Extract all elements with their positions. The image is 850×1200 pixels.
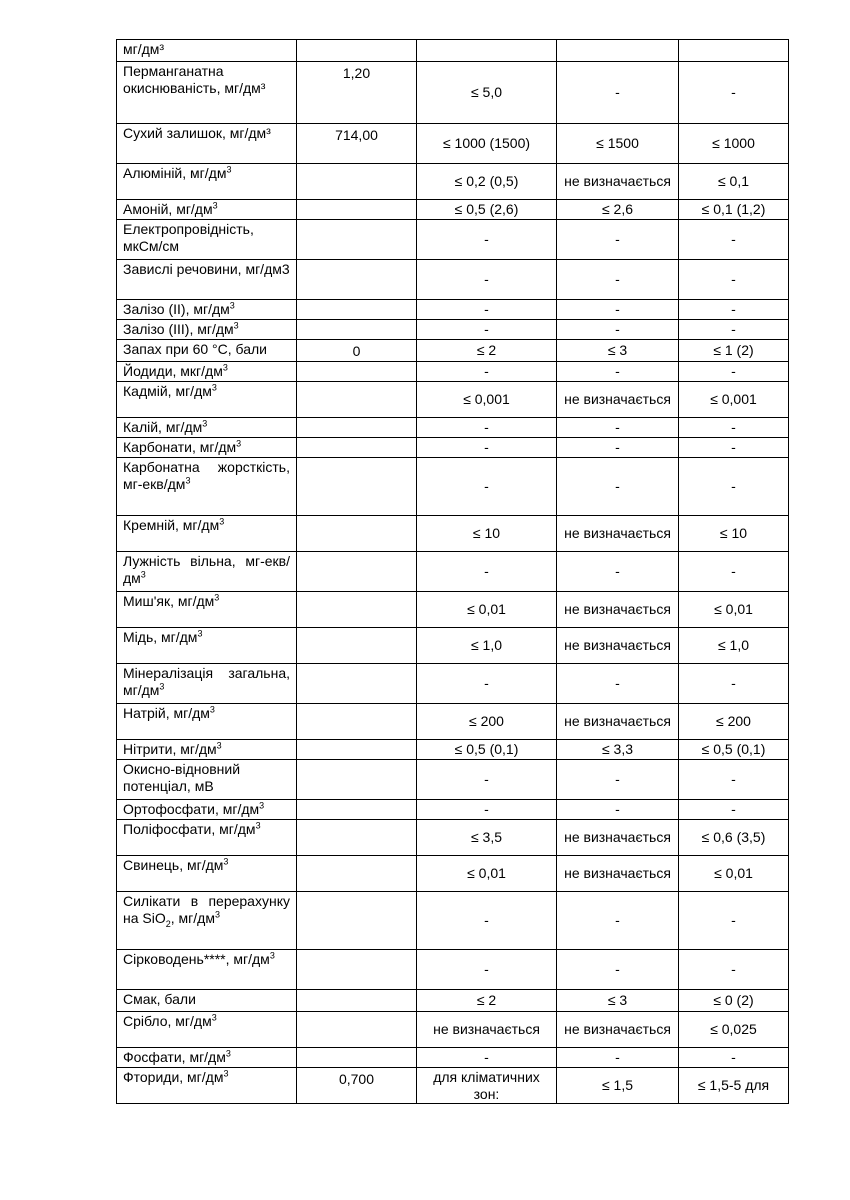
table-row bbox=[117, 856, 789, 892]
indicator-name: Нітрити, $мг/дм^3$ bbox=[117, 740, 297, 760]
norm-value-1: ≤ 3,5 bbox=[417, 820, 557, 856]
norm-value-2: - bbox=[557, 950, 679, 990]
measured-value bbox=[297, 418, 417, 438]
indicator-name: Запах при 60 °С, бали bbox=[117, 340, 297, 362]
norm-value-3: - bbox=[679, 892, 789, 950]
norm-value-3: ≤ 0,01 bbox=[679, 592, 789, 628]
norm-value-2: ≤ 3 bbox=[557, 340, 679, 362]
table-row bbox=[117, 340, 789, 362]
measured-value bbox=[297, 200, 417, 220]
norm-value-1: - bbox=[417, 892, 557, 950]
indicator-name: Натрій, $мг/дм^3$ bbox=[117, 704, 297, 740]
measured-value: 1,20 bbox=[297, 62, 417, 124]
norm-value-1: ≤ 0,01 bbox=[417, 592, 557, 628]
norm-value-3: ≤ 1,5-5 для bbox=[679, 1068, 789, 1104]
norm-value-3: ≤ 0,1 bbox=[679, 164, 789, 200]
norm-value-3: ≤ 1,0 bbox=[679, 628, 789, 664]
indicator-name: Срібло, $мг/дм^3$ bbox=[117, 1012, 297, 1048]
indicator-name: Миш'як, $мг/дм^3$ bbox=[117, 592, 297, 628]
indicator-name: Перманганатна окиснюваність, мг/дм³ bbox=[117, 62, 297, 124]
norm-value-3: - bbox=[679, 362, 789, 382]
measured-value bbox=[297, 382, 417, 418]
table-row bbox=[117, 892, 789, 950]
norm-value-2: не визначається bbox=[557, 628, 679, 664]
measured-value: 0 bbox=[297, 340, 417, 362]
measured-value bbox=[297, 516, 417, 552]
table-row bbox=[117, 320, 789, 340]
norm-value-2: - bbox=[557, 362, 679, 382]
norm-value-2: - bbox=[557, 664, 679, 704]
norm-value-2: не визначається bbox=[557, 164, 679, 200]
norm-value-3: - bbox=[679, 260, 789, 300]
norm-value-3: ≤ 200 bbox=[679, 704, 789, 740]
norm-value-3: ≤ 0,1 (1,2) bbox=[679, 200, 789, 220]
table-row bbox=[117, 664, 789, 704]
indicator-name: Електропровідність, мкСм/см bbox=[117, 220, 297, 260]
table-row bbox=[117, 40, 789, 62]
table-row bbox=[117, 704, 789, 740]
measured-value bbox=[297, 260, 417, 300]
norm-value-1: - bbox=[417, 458, 557, 516]
norm-value-1: ≤ 0,2 (0,5) bbox=[417, 164, 557, 200]
table-row bbox=[117, 418, 789, 438]
indicator-name: Ортофосфати, $мг/дм^3$ bbox=[117, 800, 297, 820]
norm-value-3: - bbox=[679, 950, 789, 990]
norm-value-2: - bbox=[557, 458, 679, 516]
norm-value-1: - bbox=[417, 418, 557, 438]
measured-value bbox=[297, 220, 417, 260]
indicator-name: Завислі речовини, мг/дм3 bbox=[117, 260, 297, 300]
water-quality-table bbox=[116, 39, 789, 1104]
table-row bbox=[117, 760, 789, 800]
measured-value bbox=[297, 438, 417, 458]
norm-value-3: - bbox=[679, 458, 789, 516]
measured-value bbox=[297, 628, 417, 664]
norm-value-1: - bbox=[417, 362, 557, 382]
table-row bbox=[117, 1012, 789, 1048]
table-row bbox=[117, 62, 789, 124]
norm-value-3: ≤ 1000 bbox=[679, 124, 789, 164]
norm-value-2: не визначається bbox=[557, 592, 679, 628]
norm-value-1: - bbox=[417, 220, 557, 260]
norm-value-3: - bbox=[679, 664, 789, 704]
norm-value-1: ≤ 0,5 (2,6) bbox=[417, 200, 557, 220]
measured-value bbox=[297, 458, 417, 516]
norm-value-2: - bbox=[557, 220, 679, 260]
indicator-name: Окисно-відновний потенціал, мВ bbox=[117, 760, 297, 800]
norm-value-2: ≤ 3,3 bbox=[557, 740, 679, 760]
norm-value-3: - bbox=[679, 300, 789, 320]
table-row bbox=[117, 628, 789, 664]
norm-value-1: ≤ 200 bbox=[417, 704, 557, 740]
measured-value: 714,00 bbox=[297, 124, 417, 164]
norm-value-3: - bbox=[679, 320, 789, 340]
table-row bbox=[117, 1068, 789, 1104]
norm-value-1: - bbox=[417, 664, 557, 704]
indicator-name: Поліфосфати, $мг/дм^3$ bbox=[117, 820, 297, 856]
indicator-name: Алюміній, $мг/дм^3$ bbox=[117, 164, 297, 200]
norm-value-3: ≤ 10 bbox=[679, 516, 789, 552]
norm-value-2: не визначається bbox=[557, 1012, 679, 1048]
table-row bbox=[117, 1048, 789, 1068]
norm-value-2: - bbox=[557, 300, 679, 320]
measured-value: 0,700 bbox=[297, 1068, 417, 1104]
indicator-name: Силікати в перерахунку на SiO$_2$, $мг/дм^3$ bbox=[117, 892, 297, 950]
norm-value-1: ≤ 1000 (1500) bbox=[417, 124, 557, 164]
indicator-name: Мідь, $мг/дм^3$ bbox=[117, 628, 297, 664]
indicator-name: Карбонатна жорсткість, $мг-екв/дм^3$ bbox=[117, 458, 297, 516]
measured-value bbox=[297, 856, 417, 892]
measured-value bbox=[297, 320, 417, 340]
norm-value-2: - bbox=[557, 552, 679, 592]
norm-value-2: ≤ 3 bbox=[557, 990, 679, 1012]
table-row bbox=[117, 220, 789, 260]
table-row bbox=[117, 124, 789, 164]
indicator-name: Кремній, $мг/дм^3$ bbox=[117, 516, 297, 552]
table-row bbox=[117, 164, 789, 200]
indicator-name: Свинець, $мг/дм^3$ bbox=[117, 856, 297, 892]
norm-value-1: ≤ 10 bbox=[417, 516, 557, 552]
table-row bbox=[117, 820, 789, 856]
norm-value-3: - bbox=[679, 800, 789, 820]
measured-value bbox=[297, 1012, 417, 1048]
norm-value-2: ≤ 1500 bbox=[557, 124, 679, 164]
norm-value-1: - bbox=[417, 800, 557, 820]
measured-value bbox=[297, 164, 417, 200]
indicator-name: Калій, $мг/дм^3$ bbox=[117, 418, 297, 438]
norm-value-2: ≤ 2,6 bbox=[557, 200, 679, 220]
indicator-name: Карбонати, $мг/дм^3$ bbox=[117, 438, 297, 458]
measured-value bbox=[297, 892, 417, 950]
indicator-name: Сухий залишок, мг/дм³ bbox=[117, 124, 297, 164]
indicator-name: Сірководень****, $мг/дм^3$ bbox=[117, 950, 297, 990]
norm-value-1: для кліматичних зон: bbox=[417, 1068, 557, 1104]
norm-value-3: - bbox=[679, 62, 789, 124]
norm-value-3: ≤ 0,01 bbox=[679, 856, 789, 892]
table-row bbox=[117, 592, 789, 628]
measured-value bbox=[297, 664, 417, 704]
norm-value-1: ≤ 5,0 bbox=[417, 62, 557, 124]
norm-value-1: - bbox=[417, 760, 557, 800]
table-row bbox=[117, 300, 789, 320]
norm-value-3: - bbox=[679, 418, 789, 438]
norm-value-2: не визначається bbox=[557, 820, 679, 856]
norm-value-2: не визначається bbox=[557, 704, 679, 740]
table-row bbox=[117, 260, 789, 300]
norm-value-1: - bbox=[417, 1048, 557, 1068]
norm-value-2: не визначається bbox=[557, 856, 679, 892]
norm-value-1: не визначається bbox=[417, 1012, 557, 1048]
measured-value bbox=[297, 950, 417, 990]
measured-value bbox=[297, 800, 417, 820]
measured-value bbox=[297, 990, 417, 1012]
norm-value-3: ≤ 0 (2) bbox=[679, 990, 789, 1012]
measured-value bbox=[297, 740, 417, 760]
indicator-name: Залізо (ІІ), $мг/дм^3$ bbox=[117, 300, 297, 320]
norm-value-3: - bbox=[679, 760, 789, 800]
norm-value-1: - bbox=[417, 552, 557, 592]
norm-value-1: - bbox=[417, 950, 557, 990]
measured-value bbox=[297, 40, 417, 62]
table-row bbox=[117, 438, 789, 458]
norm-value-1: - bbox=[417, 320, 557, 340]
measured-value bbox=[297, 1048, 417, 1068]
table-row bbox=[117, 552, 789, 592]
indicator-name: Йодиди, мкг/$дм^3$ bbox=[117, 362, 297, 382]
table-row bbox=[117, 362, 789, 382]
norm-value-2: - bbox=[557, 760, 679, 800]
measured-value bbox=[297, 552, 417, 592]
norm-value-2: - bbox=[557, 62, 679, 124]
norm-value-2: - bbox=[557, 320, 679, 340]
indicator-name: Кадмій, $мг/дм^3$ bbox=[117, 382, 297, 418]
norm-value-3: - bbox=[679, 552, 789, 592]
norm-value-1: - bbox=[417, 300, 557, 320]
indicator-name: Смак, бали bbox=[117, 990, 297, 1012]
norm-value-2: - bbox=[557, 438, 679, 458]
table-row bbox=[117, 800, 789, 820]
table-row bbox=[117, 516, 789, 552]
norm-value-3: - bbox=[679, 1048, 789, 1068]
table-row bbox=[117, 990, 789, 1012]
norm-value-3: ≤ 0,025 bbox=[679, 1012, 789, 1048]
norm-value-1: ≤ 2 bbox=[417, 990, 557, 1012]
norm-value-3: ≤ 1 (2) bbox=[679, 340, 789, 362]
norm-value-3 bbox=[679, 40, 789, 62]
norm-value-2: - bbox=[557, 800, 679, 820]
measured-value bbox=[297, 820, 417, 856]
norm-value-2 bbox=[557, 40, 679, 62]
table-row bbox=[117, 200, 789, 220]
norm-value-1: ≤ 0,001 bbox=[417, 382, 557, 418]
indicator-name: Фосфати, $мг/дм^3$ bbox=[117, 1048, 297, 1068]
measured-value bbox=[297, 760, 417, 800]
norm-value-2: - bbox=[557, 1048, 679, 1068]
norm-value-3: ≤ 0,5 (0,1) bbox=[679, 740, 789, 760]
table-row bbox=[117, 382, 789, 418]
norm-value-1: ≤ 0,01 bbox=[417, 856, 557, 892]
norm-value-2: не визначається bbox=[557, 382, 679, 418]
measured-value bbox=[297, 300, 417, 320]
indicator-name: мг/дм³ bbox=[117, 40, 297, 62]
measured-value bbox=[297, 362, 417, 382]
norm-value-1: ≤ 0,5 (0,1) bbox=[417, 740, 557, 760]
norm-value-2: не визначається bbox=[557, 516, 679, 552]
indicator-name: Фториди, $мг/дм^3$ bbox=[117, 1068, 297, 1104]
indicator-name: Амоній, $мг/дм^3$ bbox=[117, 200, 297, 220]
table-row bbox=[117, 740, 789, 760]
norm-value-2: - bbox=[557, 260, 679, 300]
norm-value-2: - bbox=[557, 418, 679, 438]
norm-value-2: ≤ 1,5 bbox=[557, 1068, 679, 1104]
indicator-name: Лужність вільна, $мг-екв/дм^3$ bbox=[117, 552, 297, 592]
table-row bbox=[117, 458, 789, 516]
norm-value-1: - bbox=[417, 438, 557, 458]
indicator-name: Мінералізація загальна, $мг/дм^3$ bbox=[117, 664, 297, 704]
norm-value-1: ≤ 2 bbox=[417, 340, 557, 362]
norm-value-3: - bbox=[679, 220, 789, 260]
indicator-name: Залізо (ІІІ), $мг/дм^3$ bbox=[117, 320, 297, 340]
norm-value-1 bbox=[417, 40, 557, 62]
measured-value bbox=[297, 592, 417, 628]
norm-value-3: ≤ 0,6 (3,5) bbox=[679, 820, 789, 856]
norm-value-3: - bbox=[679, 438, 789, 458]
norm-value-2: - bbox=[557, 892, 679, 950]
norm-value-1: ≤ 1,0 bbox=[417, 628, 557, 664]
norm-value-1: - bbox=[417, 260, 557, 300]
measured-value bbox=[297, 704, 417, 740]
table-row bbox=[117, 950, 789, 990]
norm-value-3: ≤ 0,001 bbox=[679, 382, 789, 418]
